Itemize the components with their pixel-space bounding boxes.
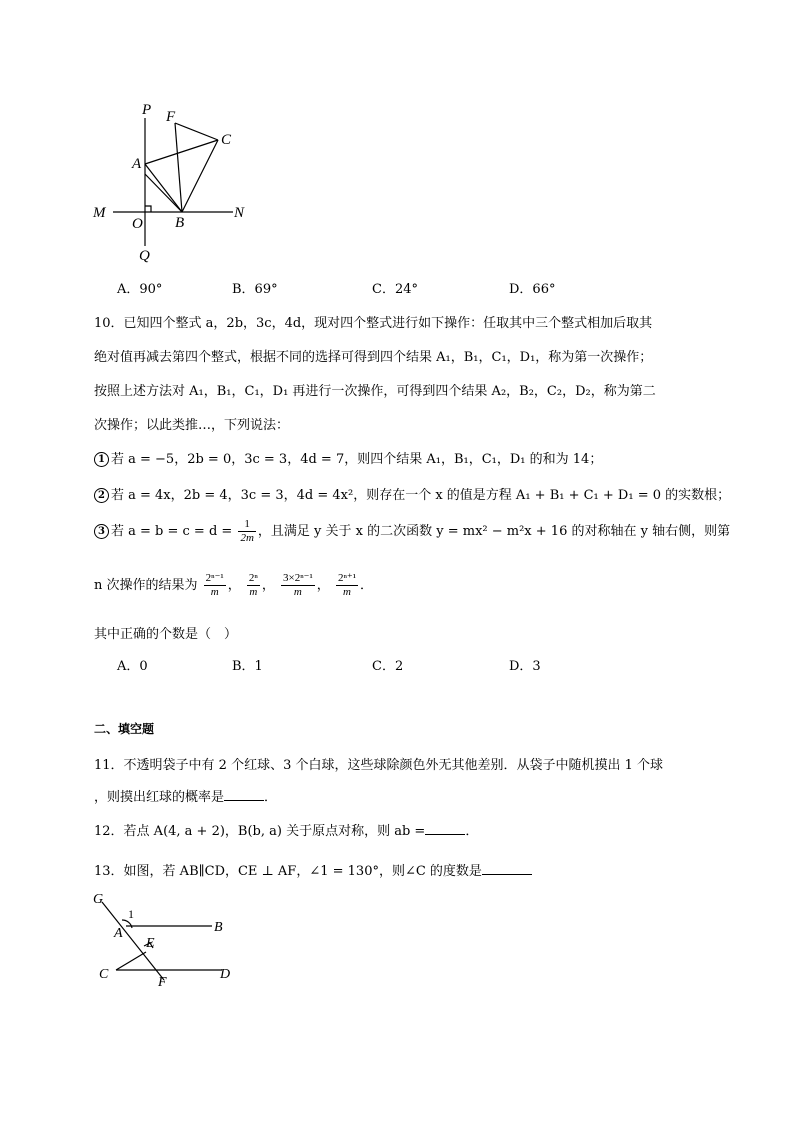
label-B2: B: [214, 920, 223, 935]
fraction-result-3: $\frac{\text{3×2ⁿ⁻¹}}{m}$: [283, 572, 313, 598]
q10-statement-2: [94, 484, 730, 503]
statement-1-text: 若 a = −5，2b = 0，3c = 3，4d = 7，则四个结果 A₁，B₁，C₁，D₁ 的和为 14；: [111, 452, 603, 467]
label-F2: F: [158, 975, 167, 990]
q10-statement-3: [94, 518, 730, 545]
label-F: F: [166, 109, 176, 125]
label-Q: Q: [139, 248, 150, 264]
q10-option-b: B．1: [232, 659, 263, 674]
q13: 13．如图，若 AB∥CD，CE ⊥ AF，∠1 = 130°，则∠C 的度数是: [94, 860, 532, 879]
q9-option-a: A．90°: [117, 282, 163, 297]
label-O: O: [132, 216, 143, 232]
answer-blank-q13[interactable]: [482, 862, 532, 875]
q10-statement-3-continued: n 次操作的结果为 $\frac{\text{2ⁿ⁻¹}}{m}$ ， $\frac{\text{2ⁿ}}{m}$ ， $\frac{\text{3×2ⁿ⁻¹}}{m}$ ， $\frac{\text{2ⁿ⁺¹}}{m}$ ．: [94, 572, 374, 598]
q9-option-b: B．69°: [232, 282, 278, 297]
q9-option-d: D．66°: [509, 282, 556, 297]
label-A: A: [132, 156, 142, 172]
statement-3-pre: 若 a = b = c = d =: [111, 524, 233, 539]
label-P: P: [142, 102, 152, 118]
label-M: M: [93, 205, 106, 221]
q10-option-c: C．2: [372, 659, 404, 674]
circle-mark-2: 2: [94, 488, 109, 503]
label-A2: A: [114, 926, 123, 941]
q10-statement-1: [94, 448, 602, 467]
q10-line-3: 按照上述方法对 A₁，B₁，C₁，D₁ 再进行一次操作，可得到四个结果 A₂，B₂，C₂，D₂，称为第二: [94, 384, 656, 399]
label-C: C: [221, 132, 232, 148]
q11-line-2: ，则摸出红球的概率是 ．: [94, 790, 278, 805]
label-E: E: [146, 936, 155, 951]
geometry-figure-1: [88, 98, 258, 268]
circle-mark-3: 3: [94, 524, 109, 539]
fraction-1-over-2m: $\frac{1}{2m}$: [240, 518, 254, 544]
q10-line-4: 次操作；以此类推…，下列说法：: [94, 418, 290, 433]
statement-3-post: ，且满足 y 关于 x 的二次函数 y = mx² − m²x + 16 的对称轴在 y 轴右侧，则第: [257, 524, 731, 539]
answer-blank-q12[interactable]: [425, 822, 465, 835]
label-1: 1: [128, 907, 134, 921]
label-G: G: [93, 892, 104, 907]
fraction-result-2: $\frac{\text{2ⁿ}}{m}$: [248, 572, 258, 598]
statement-3b-pre: n 次操作的结果为: [94, 578, 198, 593]
circle-mark-1: 1: [94, 452, 109, 467]
section-title: 二、填空题: [94, 722, 155, 736]
q10-line-2: 绝对值再减去第四个整式，根据不同的选择可得到四个结果 A₁，B₁，C₁，D₁，称为第一次操作；: [94, 350, 653, 365]
fraction-result-1: $\frac{\text{2ⁿ⁻¹}}{m}$: [205, 572, 224, 598]
fraction-result-4: $\frac{\text{2ⁿ⁺¹}}{m}$: [337, 572, 357, 598]
q12: 12．若点 A(4, a + 2)，B(b, a) 关于原点对称，则 ab = ．: [94, 824, 479, 839]
statement-2-text: 若 a = 4x，2b = 4，3c = 3，4d = 4x²，则存在一个 x 的值是方程 A₁ + B₁ + C₁ + D₁ = 0 的实数根；: [111, 488, 731, 503]
label-C2: C: [99, 967, 109, 982]
q10-option-d: D．3: [509, 659, 541, 674]
q9-option-c: C．24°: [372, 282, 418, 297]
answer-blank-q11[interactable]: [224, 788, 264, 801]
q10-question: 其中正确的个数是（ ）: [94, 627, 238, 642]
q10-option-a: A．0: [117, 659, 148, 674]
label-D: D: [220, 967, 231, 982]
label-B: B: [175, 215, 185, 231]
q11-line-1: 11．不透明袋子中有 2 个红球、3 个白球，这些球除颜色外无其他差别．从袋子中随机摸出 1 个球: [94, 758, 664, 773]
label-N: N: [234, 205, 245, 221]
q10-line-1: 10．已知四个整式 a，2b，3c，4d，现对四个整式进行如下操作：任取其中三个整式相加后取其: [94, 316, 653, 331]
geometry-figure-2: [88, 888, 248, 998]
